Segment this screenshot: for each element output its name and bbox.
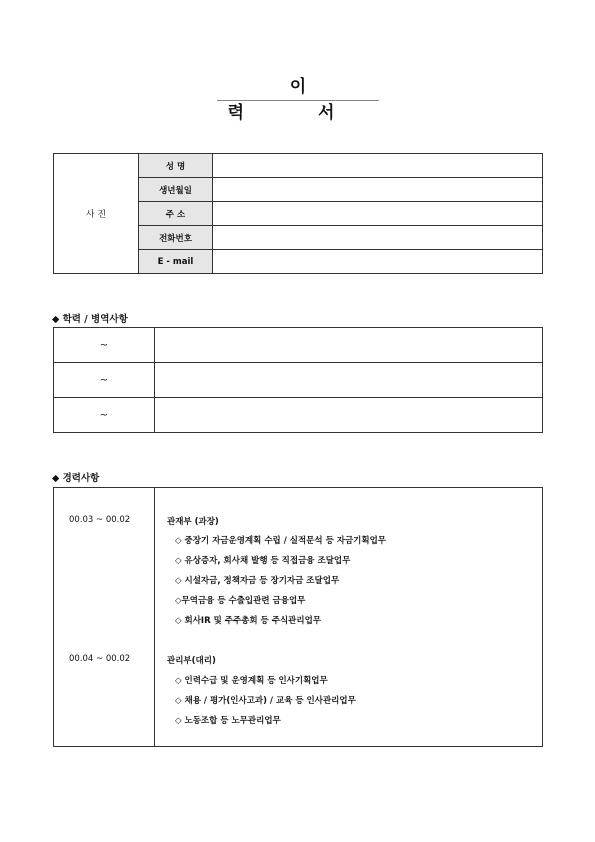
career-duty: ◇ 인력수급 및 운영계획 등 인사기획업무 bbox=[175, 676, 328, 686]
table-row bbox=[54, 398, 543, 433]
career-duty: ◇ 중장기 자금운영계획 수립 / 실적문석 등 자금기획업무 bbox=[175, 536, 386, 546]
address-field[interactable] bbox=[213, 202, 543, 226]
email-label: E - mail bbox=[139, 250, 213, 274]
address-label: 주 소 bbox=[139, 202, 213, 226]
career-duty: ◇ 시설자금, 정책자금 등 장기자금 조달업무 bbox=[175, 576, 340, 586]
document-title: 이 력 서 bbox=[217, 74, 379, 101]
name-label: 성 명 bbox=[139, 154, 213, 178]
education-table bbox=[53, 327, 543, 433]
photo-cell[interactable]: 사 진 bbox=[54, 154, 139, 274]
career-period: 00.04 ~ 00.02 bbox=[69, 654, 131, 664]
personal-info-table bbox=[53, 153, 543, 274]
career-duty: ◇ 채용 / 평가(인사고과) / 교육 등 인사관리업무 bbox=[175, 696, 356, 706]
name-field[interactable] bbox=[213, 154, 543, 178]
birthdate-label: 생년월일 bbox=[139, 178, 213, 202]
career-duty: ◇무역금융 등 수출입관련 금융업무 bbox=[175, 596, 306, 606]
education-period[interactable]: ~ bbox=[54, 363, 155, 398]
phone-field[interactable] bbox=[213, 226, 543, 250]
education-detail[interactable] bbox=[155, 398, 543, 433]
career-detail-column bbox=[155, 488, 543, 747]
education-period[interactable]: ~ bbox=[54, 328, 155, 363]
career-heading: ◆ 경력사항 bbox=[52, 473, 100, 484]
career-period: 00.03 ~ 00.02 bbox=[69, 515, 131, 525]
career-duty: ◇ 유상증자, 회사채 발행 등 직접금융 조달업무 bbox=[175, 556, 351, 566]
table-row bbox=[54, 328, 543, 363]
email-field[interactable] bbox=[213, 250, 543, 274]
education-heading: ◆ 학력 / 병역사항 bbox=[52, 314, 128, 325]
career-department: 관재부 (과장) bbox=[167, 517, 219, 527]
education-detail[interactable] bbox=[155, 328, 543, 363]
table-row bbox=[54, 363, 543, 398]
career-duty: ◇ 노동조합 등 노무관리업무 bbox=[175, 716, 281, 726]
education-detail[interactable] bbox=[155, 363, 543, 398]
career-duty: ◇ 회사IR 및 주주총회 등 주식관리업무 bbox=[175, 616, 321, 626]
career-department: 관리부(대리) bbox=[167, 656, 216, 666]
birthdate-field[interactable] bbox=[213, 178, 543, 202]
career-period-column bbox=[54, 488, 155, 747]
education-period[interactable]: ~ bbox=[54, 398, 155, 433]
phone-label: 전화번호 bbox=[139, 226, 213, 250]
career-table bbox=[53, 487, 543, 747]
